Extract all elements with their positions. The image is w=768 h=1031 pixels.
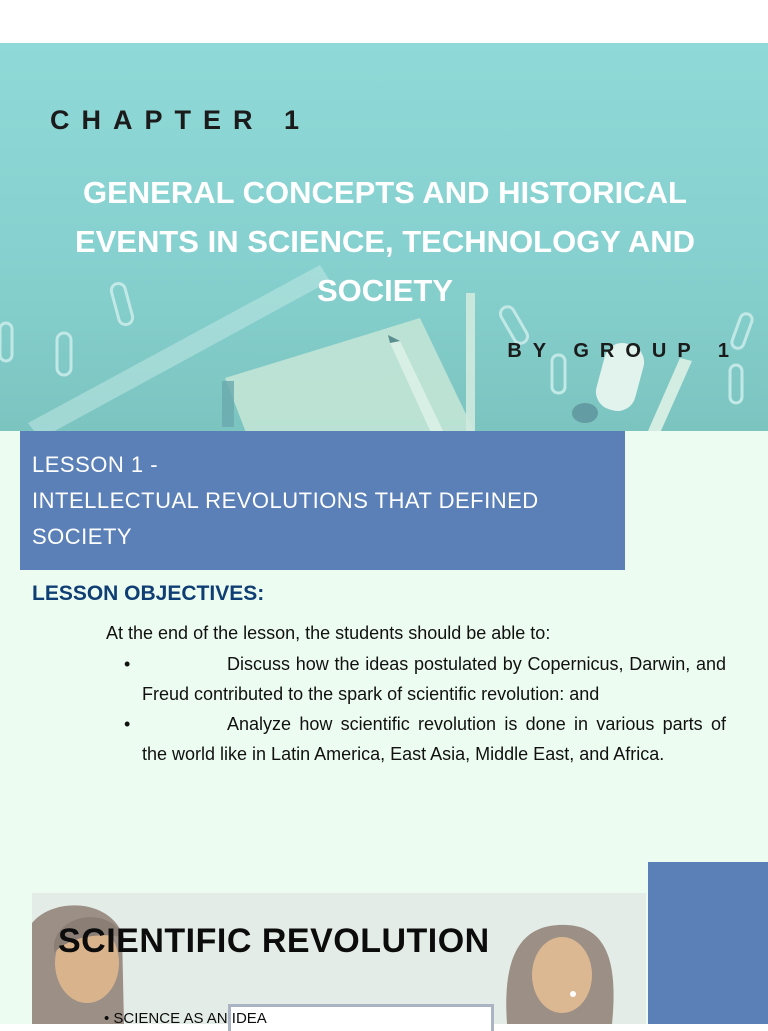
chapter-banner [0,43,768,431]
objectives-list [106,650,726,770]
content-card [228,1004,494,1031]
objective-text: Analyze how scientific revolution is done in various parts of the world like in Latin America, East Asia, Middle East, and Africa. [142,714,726,764]
chapter-label: CHAPTER 1 [50,105,312,135]
highlighter-graphic [648,358,692,431]
lesson-number: LESSON 1 - [32,452,159,477]
slide-title: SCIENTIFIC REVOLUTION [58,922,490,960]
byline: BY GROUP 1 [507,340,740,362]
list-item [106,650,726,709]
decorative-blue-block [648,862,768,1024]
objectives-heading: LESSON OBJECTIVES: [32,582,265,605]
bullet-icon: • [124,714,131,734]
bullet-icon: • [124,654,131,674]
person-right-graphic [506,925,613,1024]
lesson-heading [32,447,617,555]
objective-text: Discuss how the ideas postulated by Copernicus, Darwin, and Freud contributed to the spark of scientific revolution: and [142,654,726,704]
slide-bullet-item: • SCIENCE AS AN IDEA [104,1010,267,1027]
lesson-banner [20,431,625,570]
lesson-title: INTELLECTUAL REVOLUTIONS THAT DEFINED SOCIETY [32,488,539,549]
chapter-title: GENERAL CONCEPTS AND HISTORICAL EVENTS IN SCIENCE, TECHNOLOGY AND SOCIETY [74,175,696,308]
list-item [106,710,726,769]
objectives-intro: At the end of the lesson, the students should be able to: [106,623,551,643]
notebook-graphic [222,318,475,431]
